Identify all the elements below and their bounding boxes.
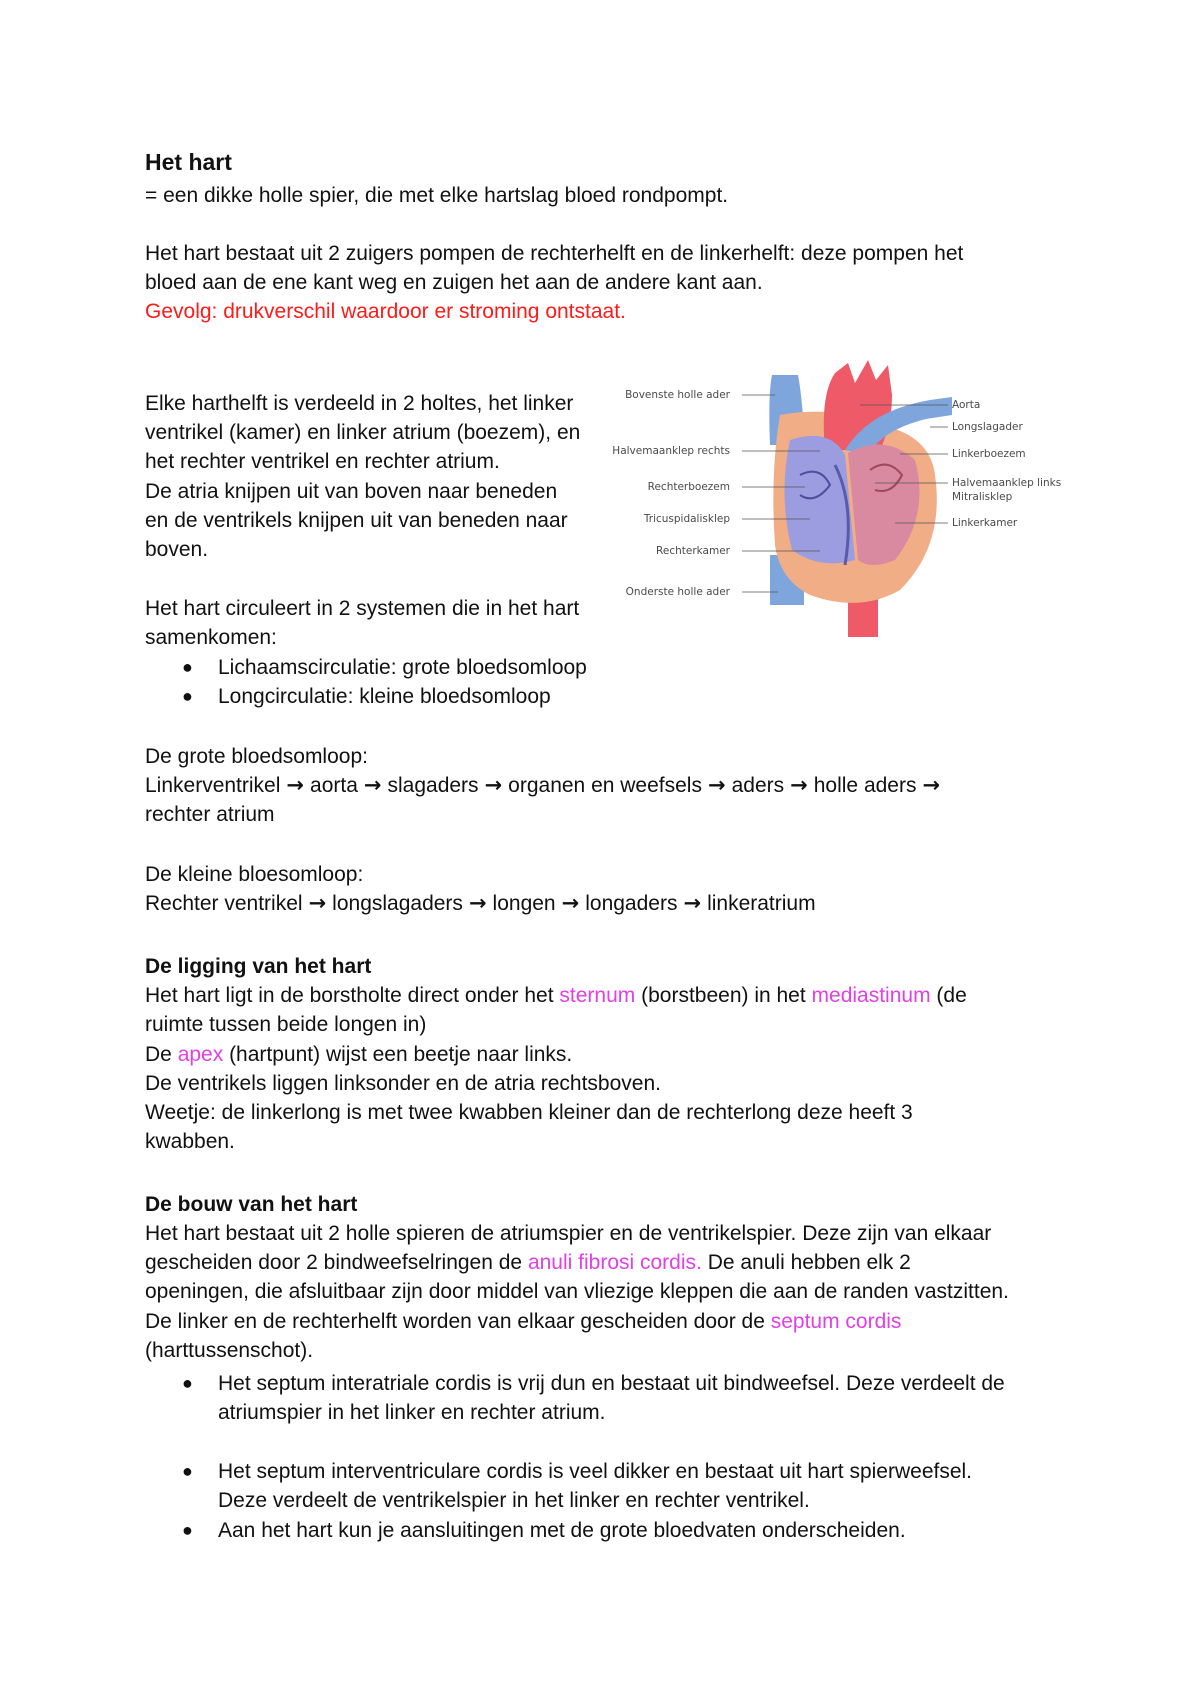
flow-step: holle aders [813,774,917,797]
halves-line-6: boven. [145,538,209,561]
arrow-right-icon: → [308,891,327,915]
arrow-right-icon: → [683,891,702,915]
location-heading: De ligging van het hart [145,955,372,978]
structure-bullet-cont: atriumspier in het linker en rechter atrium. [218,1401,606,1424]
term-anuli-fibrosi: anuli fibrosi cordis. [527,1251,702,1274]
label-semilunar-left: Halvemaanklep links [952,477,1062,489]
label-mitral: Mitralisklep [952,491,1013,503]
arrow-right-icon: → [484,773,503,797]
structure-bullet: Het septum interatriale cordis is vrij dun en bestaat uit bindweefsel. Deze verdeelt de [218,1372,1005,1395]
bullet-dot: ● [182,1520,193,1540]
location-line-2: ruimte tussen beide longen in) [145,1013,427,1036]
flow-step: Rechter ventrikel [145,892,303,915]
big-circulation-heading: De grote bloedsomloop: [145,745,368,768]
flow-step: organen en weefsels [508,774,702,797]
bullet-dot: ● [182,657,193,677]
label-tricuspid: Tricuspidalisklep [643,513,730,525]
structure-line-1: Het hart bestaat uit 2 holle spieren de atriumspier en de ventrikelspier. Deze zijn van elkaar [145,1222,992,1245]
flow-step: slagaders [387,774,479,797]
arrow-right-icon: → [286,773,305,797]
halves-line-3: het rechter ventrikel en rechter atrium. [145,450,500,473]
flow-step: longslagaders [332,892,463,915]
big-circulation-flow [145,771,946,801]
structure-bullet-cont: Deze verdeelt de ventrikelspier in het linker en rechter ventrikel. [218,1489,810,1512]
location-line-3 [145,1040,572,1070]
label-right-ventricle: Rechterkamer [656,545,730,557]
arrow-right-icon: → [363,773,382,797]
flow-step: longaders [585,892,678,915]
structure-bullet: Aan het hart kun je aansluitingen met de grote bloedvaten onderscheiden. [218,1519,906,1542]
location-line-4: De ventrikels liggen linksonder en de atria rechtsboven. [145,1072,661,1095]
text-span: (de [930,984,967,1007]
bullet-dot: ● [182,1373,193,1393]
bullet-dot: ● [182,686,193,706]
halves-line-4: De atria knijpen uit van boven naar beneden [145,480,558,503]
text-span: De anuli hebben elk 2 [701,1251,911,1274]
structure-bullet: Het septum interventriculare cordis is veel dikker en bestaat uit hart spierweefsel. [218,1460,973,1483]
flow-step: aders [731,774,785,797]
definition: = een dikke holle spier, die met elke hartslag bloed rondpompt. [145,184,729,207]
arrow-right-icon: → [468,891,487,915]
label-pulmonary-artery: Longslagader [952,421,1023,433]
halves-line-5: en de ventrikels knijpen uit van beneden naar [145,509,568,532]
term-septum-cordis: septum cordis [770,1310,902,1333]
label-inferior-vena-cava: Onderste holle ader [625,586,730,598]
page-title: Het hart [145,149,232,175]
label-semilunar-right: Halvemaanklep rechts [612,445,730,457]
flow-step: linkeratrium [707,892,816,915]
location-line-5: Weetje: de linkerlong is met twee kwabben kleiner dan de rechterlong deze heeft 3 [145,1101,913,1124]
text-span: Het hart ligt in de borstholte direct onder het [145,984,560,1007]
structure-line-2 [145,1248,911,1278]
label-left-atrium: Linkerboezem [952,448,1026,460]
flow-step: Linkerventrikel [145,774,281,797]
label-right-atrium: Rechterboezem [647,481,730,493]
flow-step: longen [492,892,556,915]
text-span: De linker en de rechterhelft worden van elkaar gescheiden door de [145,1310,771,1333]
structure-line-4 [145,1307,901,1337]
text-span: gescheiden door 2 bindweefselringen de [145,1251,528,1274]
term-apex: apex [177,1043,224,1066]
circulation-line-2: samenkomen: [145,626,277,649]
text-span: (borstbeen) in het [635,984,812,1007]
flow-step: aorta [310,774,358,797]
arrow-right-icon: → [790,773,808,797]
structure-line-3: openingen, die afsluitbaar zijn door middel van vliezige kleppen die aan de randen vastzitten. [145,1280,1009,1303]
circulation-line-1: Het hart circuleert in 2 systemen die in het hart [145,597,580,620]
intro-line-2: bloed aan de ene kant weg en zuigen het aan de andere kant aan. [145,271,763,294]
location-line-1 [145,981,967,1011]
location-line-6: kwabben. [145,1130,235,1153]
arrow-right-icon: → [707,773,726,797]
circulation-item: Longcirculatie: kleine bloedsomloop [218,685,551,708]
heart-diagram [612,355,1062,645]
small-circulation-flow [145,889,816,919]
halves-line-2: ventrikel (kamer) en linker atrium (boezem), en [145,421,581,444]
term-mediastinum: mediastinum [811,984,931,1007]
text-span: De [145,1043,178,1066]
right-chamber [784,436,855,563]
label-superior-vena-cava: Bovenste holle ader [625,389,730,401]
intro-consequence: Gevolg: drukverschil waardoor er stroming ontstaat. [145,300,626,323]
circulation-item: Lichaamscirculatie: grote bloedsomloop [218,656,587,679]
text-span: (hartpunt) wijst een beetje naar links. [223,1043,573,1066]
bullet-dot: ● [182,1461,193,1481]
term-sternum: sternum [559,984,636,1007]
label-aorta: Aorta [952,399,981,411]
small-circulation-heading: De kleine bloesomloop: [145,863,364,886]
structure-line-5: (harttussenschot). [145,1339,314,1362]
halves-line-1: Elke harthelft is verdeeld in 2 holtes, het linker [145,392,574,415]
label-left-ventricle: Linkerkamer [952,517,1018,529]
intro-line-1: Het hart bestaat uit 2 zuigers pompen de rechterhelft en de linkerhelft: deze pompen het [145,242,964,265]
big-circulation-last: rechter atrium [145,803,275,826]
structure-heading: De bouw van het hart [145,1193,358,1216]
arrow-right-icon: → [922,773,941,797]
arrow-right-icon: → [561,891,580,915]
